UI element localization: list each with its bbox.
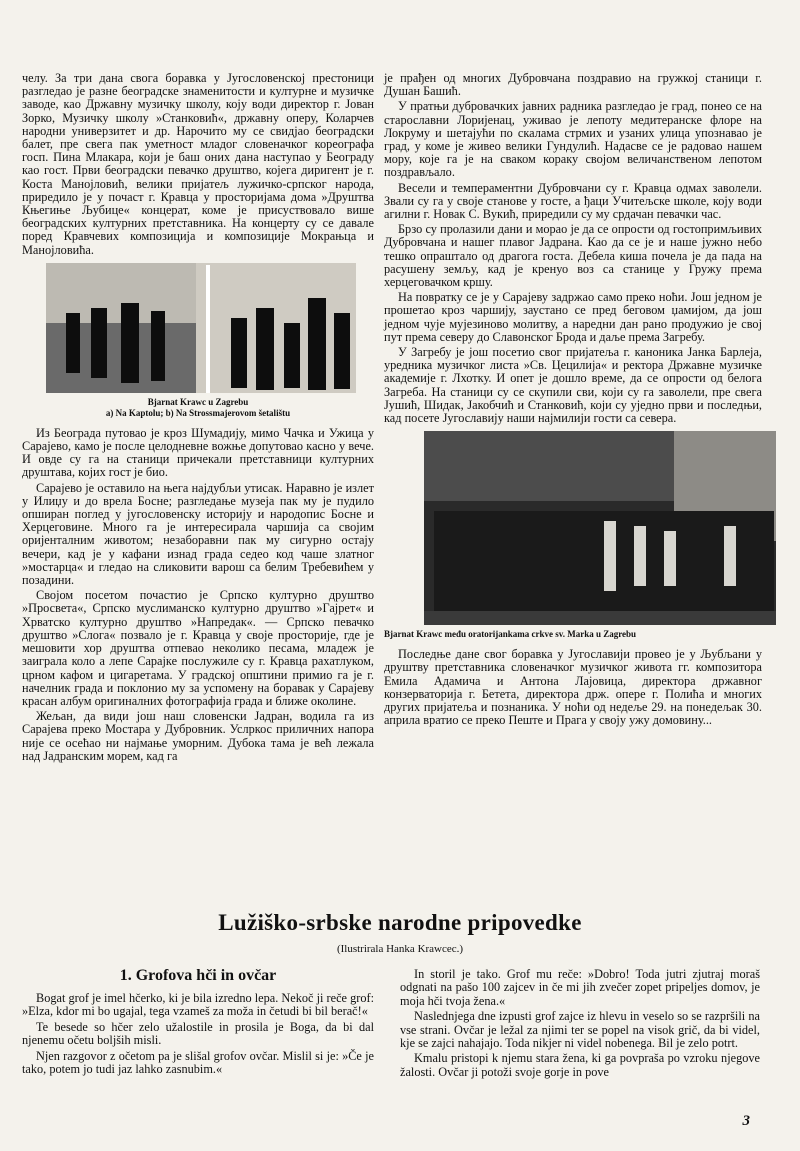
page-number: 3 — [742, 1113, 750, 1129]
article-title: Lužiško-srbske narodne pripovedke — [218, 910, 582, 935]
paragraph: In storil je tako. Grof mu reče: »Dobro! Toda jutri zjutraj moraš odgnati na pašo 100 zajcev in če mi jih zvečer zopet pripeljes domov, je moja hči tvoja žena.« — [400, 967, 760, 1008]
article-subtitle: (Ilustrirala Hanka Krawcec.) — [336, 943, 464, 955]
paragraph: На повратку се је у Сарајеву задржао само преко ноћи. Још једном је прошетао кроз чаршију, заустано се пред беговом џамијом, да још једном чује мујезиново молитву, а наредни дан рано продужио је свој пут према северу до Славонског Брода и даље према Загребу. — [384, 290, 762, 344]
paragraph: Te besede so hčer zelo užalostile in prosila je Boga, da bi dal njenemu očetu boljših misli. — [22, 1019, 374, 1048]
paragraph: Својом посетом почастио је Српско културно друштво »Просвета«, Српско муслиманско културно друштво »Гајрет« и Хрватско културно друштво »Напредак«. — Српско певачко друштво »Слога« позвало је г. Кравца у своје просторије, где је мешовити хор друштва отпевао неколико песама, младеж је заиграла коло а лепе Сарајке послужиле су г. Кравца рахатлуком, црном кафом и цигаретама. У градској општини примио га је г. начелник града и поклонио му за успомену на боравак у Сарајеву красан албум оригиналних фотографија града и ближе околине. — [22, 588, 374, 708]
paragraph: Сарајево је оставило на њега најдубљи утисак. Наравно је излет у Илиџу и до врела Босне; разгледање музеја пак му је пудило опширан поглед у југословенску историју и народопис Босне и Херцеговине. Много га је интересирала чаршија са својим оријенталним животом; незаборавни пак му сигурно остају вечери, кад је у кафани изнад града седео код чаше златног »мостарца« и гледао на сликовити варош са белим Требевићем у позадини. — [22, 480, 374, 588]
paragraph: Весели и темпераментни Дубровчани су г. Кравца одмах заволели. Звали су га у своје станове у госте, а ђаци Учитељске школе, коју води агилни г. Новак С. Вукић, приредили су му срдачан певачки час. — [384, 180, 762, 222]
photo-caption: Bjarnat Krawc među oratorijankama crkve sv. Marka u Zagrebu — [384, 629, 637, 640]
photo-krawc-oratorians — [424, 431, 776, 625]
paragraph: Naslednjega dne izpusti grof zajce iz hlevu in veselo so se razpršili na vse strani. Ovčar je ležal za njimi ter se popel na visok grič, da bi videl, kje se zajci nahajajo. Toda nikjer ni videl nobenega. Bil je zelo potrt. — [400, 1009, 760, 1051]
paragraph: Kmalu pristopi k njemu stara žena, ki ga povpraša po vzroku njegove žalosti. Ovčar ji potoži svoje gorje in pove — [400, 1051, 760, 1079]
story-left-column — [22, 992, 374, 1078]
paragraph: је прађен од многих Дубровчана поздравио на гружкој станици г. Душан Башић. — [384, 71, 762, 99]
story-title: 1. Grofova hči in ovčar — [119, 967, 277, 984]
paragraph: Жељан, да види још наш словенски Јадран, водила га из Сарајева преко Мостара у Дубровник. Услркос приличних напора није се осећао ни најмање уморним. Дубока тама је већ лежала над Јадранским морем, кад га — [22, 709, 374, 763]
photo-caption: Bjarnat Krawc u Zagrebu a) Na Kaptolu; b) Na Strossmajerovom šetalištu — [105, 396, 291, 418]
paragraph: Последње дане свог боравка у Југославији провео је у Љубљани у друштву претставника словеначког музичког живота гг. композитора Емила Адамича и Антона Лајовица, директора државног конзерваторија г. Бетета, директора држ. опере г. Полића и многих других пријатеља и познаника. У ноћи од недеље 29. на понедељак 30. априла вратио се преко Пеште и Прага у своју ужу домовину... — [384, 647, 762, 728]
article-left-column — [22, 72, 374, 765]
paragraph: Брзо су пролазили дани и морао је да се опрости од гостопримљивих Дубровчана и нашег плавог Јадрана. Као да се је и наше јужно небо тешко опраштало од драгога госта. Дебела киша почела је да пада на расушену земљу, кад је кренуо воз са станице у Гружу према херцеговачком кршу. — [384, 222, 762, 290]
paragraph: У Загребу је још посетио свог пријатеља г. каноника Јанка Барлеја, уредника музичког листа »Св. Цецилија« и ректора Државне музичке академије г. Лхотку. И опет је дошло време, да се опрости од белога Загреба. На станици су се скупили сви, који су га заволели, пре свега Јушић, Шидак, Јакобчић и Станковић, који су уједно први и последњи, кад посете Југославију наши најмилији гости са севера. — [384, 345, 762, 426]
story-right-column — [400, 968, 760, 1081]
paragraph: Из Београда путовао је кроз Шумадију, мимо Чачка и Ужица у Сарајево, камо је после целодневне вожње допутовао касно у вече. И овде су га на станици причекали претставници културних друштава, којих гост је био. — [22, 425, 374, 480]
paragraph: Bogat grof je imel hčerko, ki je bila izredno lepa. Nekoč ji reče grof: »Elza, kdor mi bo ugajal, tega vzameš za moža in četudi bi bil berač!« — [22, 991, 374, 1019]
photo-krawc-zagreb — [46, 263, 356, 393]
article-right-column — [384, 72, 762, 730]
paragraph: челу. За три дана свога боравка у Југословенској престоници разгледао је разне београдске знаменитости и културне и музичке заводе, као Државну музичку школу, коју води директор г. Јован Зорко, Музичку школу »Станковић«, државну оперу, Коларчев народни универзитет и др. Нарочито му се свидјао београдски балет, пре свега пак уметност младог словеначког кореографа госп. Пина Млакара, који је баш оних дана наступао у Београду као гост. Први београдски певачко друштво, којега диригент је г. Коста Манојловић, велики пријатељ лужичко-српског народа, приредило је у почаст г. Кравца у просторијама дома »Друштва Књегиње Љубице« концерат, коме је присуствовало више београдских културних претставника. На концерту су се давале поред Кравчевих композиција и композиције Мокрањца и Манојловића. — [22, 71, 374, 257]
paragraph: У пратњи дубровачких јавних радника разгледао је град, понео се на старославни Лоријенац, уживао је лепоту медитеранске флоре на Локруму и шетајући по скалама стрмих и узаних улица упознавао је град, у коме је живео велики Гундулић. Надасве се је радовао нашем мору, које га је на сваком кораку својом величанственом лепотом поздрављало. — [384, 99, 762, 180]
paragraph: Njen razgovor z očetom pa je slišal grofov ovčar. Mislil si je: »Če je tako, potem jo tudi jaz lahko zasnubim.« — [22, 1048, 374, 1077]
